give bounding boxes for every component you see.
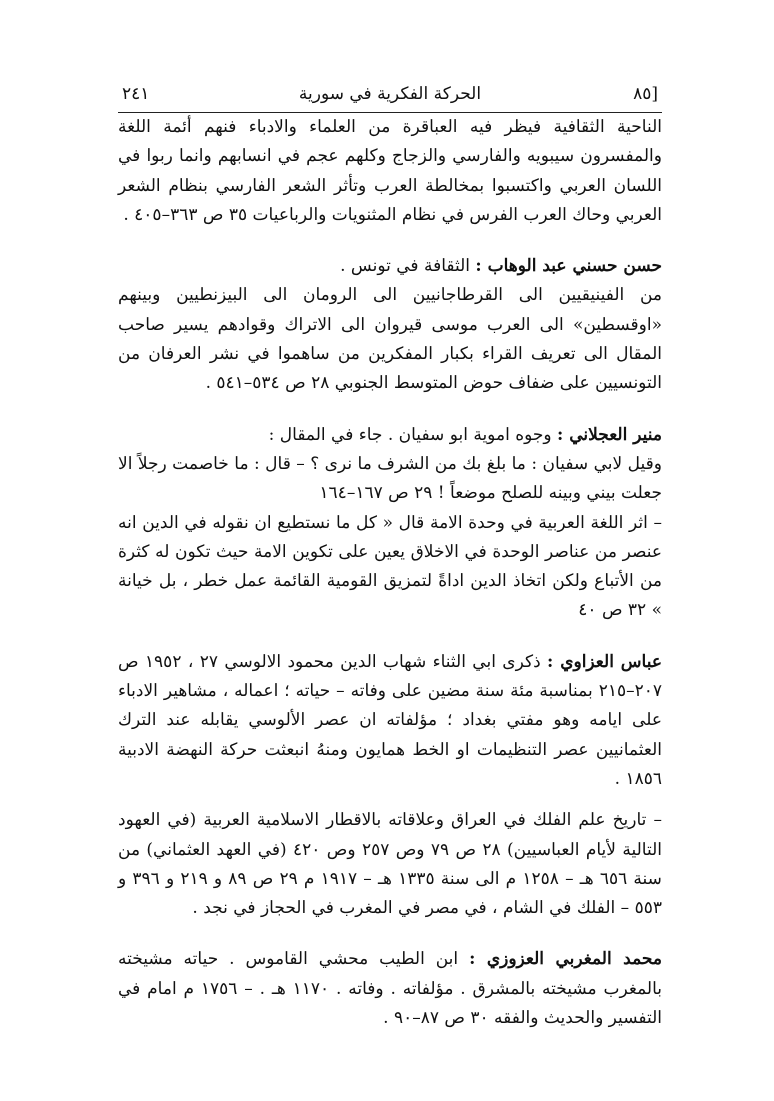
entry-heading: [118, 648, 662, 794]
entry-heading: [118, 252, 662, 281]
entry-author: عباس العزاوي :: [547, 651, 662, 672]
entry-title: ابن الطيب محشي القاموس . حياته مشيخته بالمغرب مشيخته بالمشرق . مؤلفاته . وفاته . ١١٧٠ هـ . – ١٧٥٦ م امام في التفسير والحديث والفقه ٣٠ ص ٨٧–٩٠ .: [118, 949, 662, 1029]
entry-title: الثقافة في تونس .: [340, 256, 471, 277]
entry-munir-ajlani: [118, 421, 662, 626]
entry-hassan-hosni: [118, 252, 662, 398]
entry-paragraph: – تاريخ علم الفلك في العراق وعلاقاته بالاقطار الاسلامية العربية (في العهود التالية لأيام العباسيين) ٢٨ ص ٧٩ وص ٢٥٧ وص ٤٢٠ (في العهد العثماني) من سنة ٦٥٦ هـ – ١٢٥٨ م الى سنة ١٣٣٥ هـ – ١٩١٧ م ٢٩ ص ٨٩ و ٢١٩ و ٣٩٦ و ٥٥٣ – الفلك في الشام ، في مصر في المغرب في الحجاز في نجد .: [118, 810, 662, 919]
entry-mohammed-maghribi: [118, 945, 662, 1033]
page-number: ٢٤١: [122, 84, 150, 104]
page-body: [118, 113, 662, 1033]
entry-abbas-azzawi: [118, 648, 662, 924]
entry-heading: [118, 421, 662, 450]
running-head: [118, 78, 662, 113]
entry-author: منير العجلاني :: [557, 424, 662, 445]
entry-paragraph: – اثر اللغة العربية في وحدة الامة قال « كل ما نستطيع ان نقوله في الدين انه عنصر من عناصر الوحدة في الاخلاق يعين على تكوين الامة حيث تكون له كثرة من الأتباع ولكن اتخاذ الدين اداةً لتمزيق القومية القائمة عمل خطر ، بل خيانة » ٣٢ ص ٤٠: [118, 512, 662, 621]
entry-paragraph: من الفينيقيين الى القرطاجانيين الى الرومان الى البيزنطيين وبينهم «اوقسطين» الى العرب موسى قيروان الى الاتراك وقوادهم يسير صاحب المقال الى تعريف القراء بكبار المفكرين من ساهموا في نشر العرفان من التونسيين على ضفاف حوض المتوسط الجنوبي ٢٨ ص ٥٣٤–٥٤١ .: [118, 285, 662, 394]
entry-title: وجوه اموية ابو سفيان . جاء في المقال :: [268, 424, 552, 445]
section-number: ٨٥]: [633, 84, 658, 104]
entry-author: محمد المغربي العزوزي :: [469, 949, 662, 970]
entry-paragraph: وقيل لابي سفيان : ما بلغ بك من الشرف ما نرى ؟ – قال : ما خاصمت رجلاً الا جعلت بيني وبينه للصلح موضعاً ! ٢٩ ص ١٦٧–١٦٤: [118, 453, 662, 504]
running-title: الحركة الفكرية في سورية: [298, 84, 482, 104]
entry-paragraph: الناحية الثقافية فيظر فيه العباقرة من العلماء والادباء فنهم أئمة اللغة والمفسرون سيبويه والفارسي والزجاج وكلهم عجم في انسابهم وانما ربوا في اللسان العربي واكتسبوا بمخالطة العرب وتأثر الشعر الفارسي بنظام الشعر العربي وحاك العرب الفرس في نظام المثنويات والرباعيات ٣٥ ص ٣٦٣–٤٠٥ .: [118, 117, 662, 225]
entry-author: حسن حسني عبد الوهاب :: [475, 256, 662, 277]
entry-title: ذكرى ابي الثناء شهاب الدين محمود الالوسي ٢٧ ، ١٩٥٢ ص ٢٠٧–٢١٥ بمناسبة مئة سنة مضين على وفاته – حياته ؛ اعماله ، مشاهير الادباء على ايامه وهو مفتي بغداد ؛ مؤلفاته ان عصر الألوسي يقابله عند الترك العثمانيين عصر التنظيمات او الخط همايون ومنهُ انبعثت حركة النهضة الادبية ١٨٥٦ .: [118, 651, 662, 789]
entry-continuation: [118, 113, 662, 230]
entry-heading: [118, 945, 662, 1033]
